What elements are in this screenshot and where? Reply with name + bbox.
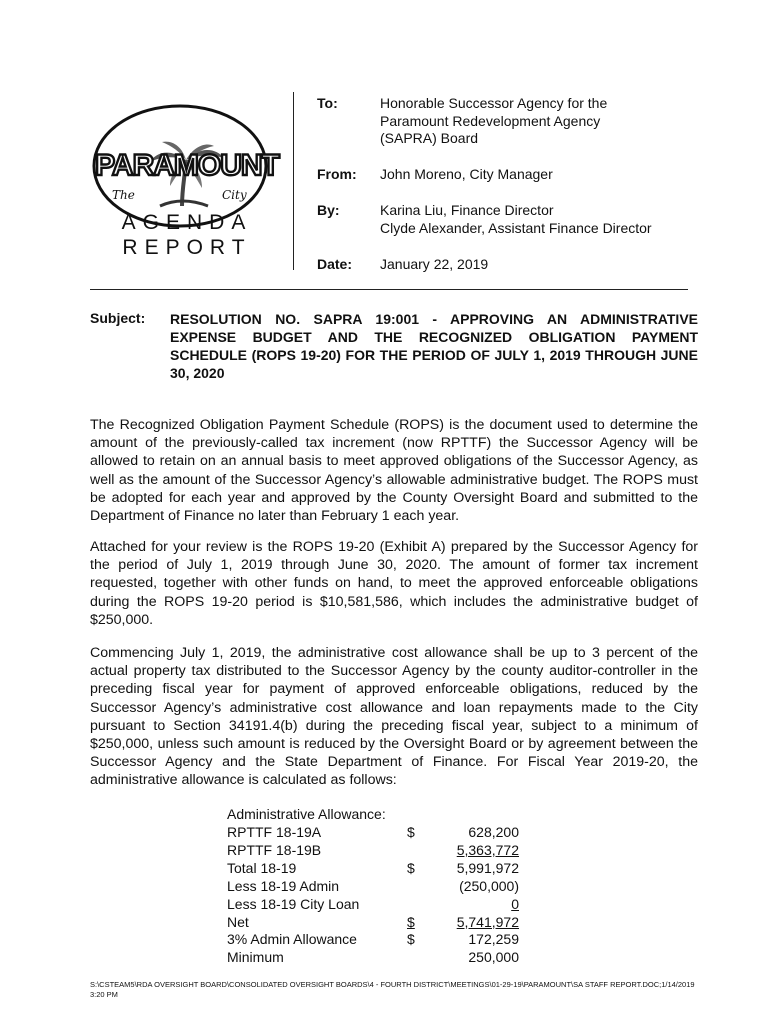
subject-text: RESOLUTION NO. SAPRA 19:001 - APPROVING AN ADMINISTRATIVE EXPENSE BUDGET AND THE RECOGNIZED OBLIGATION PAYMENT SCHEDULE (ROPS 19-20) FOR THE PERIOD OF JULY 1, 2019 THROUGH JUNE 30, 2020 bbox=[170, 311, 698, 381]
file-path-footer: S:\CSTEAM5\RDA OVERSIGHT BOARD\CONSOLIDATED OVERSIGHT BOARDS\4 - FOURTH DISTRICT\MEETINGS\01-29-19\PARAMOUNT\SA STAFF REPORT.DOC;1/14/2019 3:20 PM bbox=[90, 980, 695, 999]
table-row: Minimum 250,000 bbox=[227, 949, 519, 966]
table-row: Net $ 5,741,972 bbox=[227, 913, 519, 930]
date-label: Date: bbox=[317, 256, 353, 272]
to-label: To: bbox=[317, 95, 338, 111]
from-label: From: bbox=[317, 166, 357, 182]
header-divider-horizontal bbox=[90, 289, 688, 290]
subject-label: Subject: bbox=[90, 310, 146, 326]
logo-city-text: City bbox=[222, 188, 247, 202]
to-value: Honorable Successor Agency for the Paramount Redevelopment Agency (SAPRA) Board bbox=[380, 95, 608, 146]
allowance-table bbox=[227, 824, 519, 967]
header-divider-vertical bbox=[293, 92, 294, 270]
table-row: Total 18-19 $ 5,991,972 bbox=[227, 859, 519, 876]
table-row: Less 18-19 City Loan 0 bbox=[227, 895, 519, 912]
table-row: RPTTF 18-19B 5,363,772 bbox=[227, 841, 519, 858]
logo-the-text: The bbox=[112, 188, 135, 202]
by-label: By: bbox=[317, 202, 340, 218]
paragraph-2: Attached for your review is the ROPS 19-20 (Exhibit A) prepared by the Successor Agency for the period of July 1, 2019 through June 30, 2020. The amount of former tax increment requested, together with other funds on hand, to meet the approved enforceable obligations during the ROPS 19-20 period is $10,581,586, which includes the administrative budget of $250,000. bbox=[90, 539, 698, 628]
table-row: 3% Admin Allowance $ 172,259 bbox=[227, 931, 519, 948]
svg-text:PARAMOUNT: PARAMOUNT bbox=[95, 149, 279, 182]
logo-report-text: REPORT bbox=[122, 236, 252, 259]
logo-wordmark bbox=[95, 145, 279, 186]
from-value: John Moreno, City Manager bbox=[380, 166, 553, 182]
logo-agenda-text: AGENDA bbox=[121, 211, 253, 234]
paragraph-3: Commencing July 1, 2019, the administrative cost allowance shall be up to 3 percent of the actual property tax distributed to the Successor Agency by the county auditor-controller in the preceding fiscal year for payment of approved enforceable obligations, reduced by the Successor Agency’s administrative cost allowance and loan repayments made to the City pursuant to Section 34191.4(b) during the preceding fiscal year, subject to a minimum of $250,000, unless such amount is reduced by the Oversight Board or by agreement between the Successor Agency and the State Department of Finance. For Fiscal Year 2019-20, the administrative allowance is calculated as follows: bbox=[90, 645, 698, 789]
table-row: Less 18-19 Admin (250,000) bbox=[227, 877, 519, 894]
table-row: RPTTF 18-19A $ 628,200 bbox=[227, 824, 519, 840]
paragraph-1: The Recognized Obligation Payment Schedule (ROPS) is the document used to determine the amount of the previously-called tax increment (now RPTTF) the Successor Agency will be allowed to retain on an annual basis to meet approved obligations of the Successor Agency, as well as the amount of the Successor Agency’s allowable administrative budget. The ROPS must be adopted for each year and approved by the County Oversight Board and submitted to the Department of Finance no later than February 1 each year. bbox=[90, 417, 698, 525]
allowance-table-title: Administrative Allowance: bbox=[227, 806, 386, 822]
by-value: Karina Liu, Finance Director Clyde Alexander, Assistant Finance Director bbox=[380, 202, 652, 236]
date-value: January 22, 2019 bbox=[380, 256, 489, 272]
